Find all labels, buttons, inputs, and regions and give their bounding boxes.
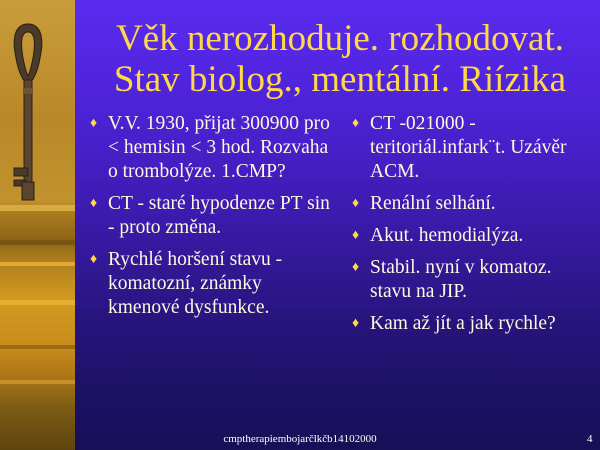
right-bullet-item: ♦ Kam až jít a jak rychle? — [352, 313, 556, 334]
title-line-2: Stav biolog., mentální. Riízika — [113, 59, 567, 100]
diamond-bullet-icon: ♦ — [352, 116, 360, 131]
diamond-bullet-icon: ♦ — [352, 196, 360, 211]
diamond-bullet-icon: ♦ — [352, 260, 360, 275]
right-bullet-item: ♦ Akut. hemodialýza. — [352, 225, 524, 246]
left-bullet-item: ♦ Rychlé horšení stavu - komatozní, známky kmenové dysfunkce. — [90, 249, 283, 318]
slide-title — [80, 18, 600, 100]
diamond-bullet-icon: ♦ — [90, 116, 98, 131]
diamond-bullet-icon: ♦ — [90, 252, 98, 267]
left-bullet-item: ♦ V.V. 1930, přijat 300900 pro < hemisin < 3 hod. Rozvaha o trombolýze. 1.CMP? — [90, 113, 330, 182]
diamond-bullet-icon: ♦ — [90, 196, 98, 211]
diamond-bullet-icon: ♦ — [352, 228, 360, 243]
right-bullet-item: ♦ Renální selhání. — [352, 193, 496, 214]
key-image — [4, 18, 52, 208]
right-column — [352, 112, 592, 344]
right-bullet-item: ♦ CT -021000 - teritoriál.infark¨t. Uzávěr ACM. — [352, 113, 567, 182]
title-line-1: Věk nerozhoduje. rozhodovat. — [116, 18, 564, 59]
page-number: 4 — [587, 433, 593, 445]
diamond-bullet-icon: ♦ — [352, 316, 360, 331]
left-bullet-item: ♦ CT - staré hypodenze PT sin - proto změna. — [90, 193, 330, 238]
left-column — [90, 112, 335, 328]
right-bullet-item: ♦ Stabil. nyní v komatoz. stavu na JIP. — [352, 257, 552, 302]
slide-footer: cmptherapiembojarčlkčb14102000 — [223, 433, 377, 445]
